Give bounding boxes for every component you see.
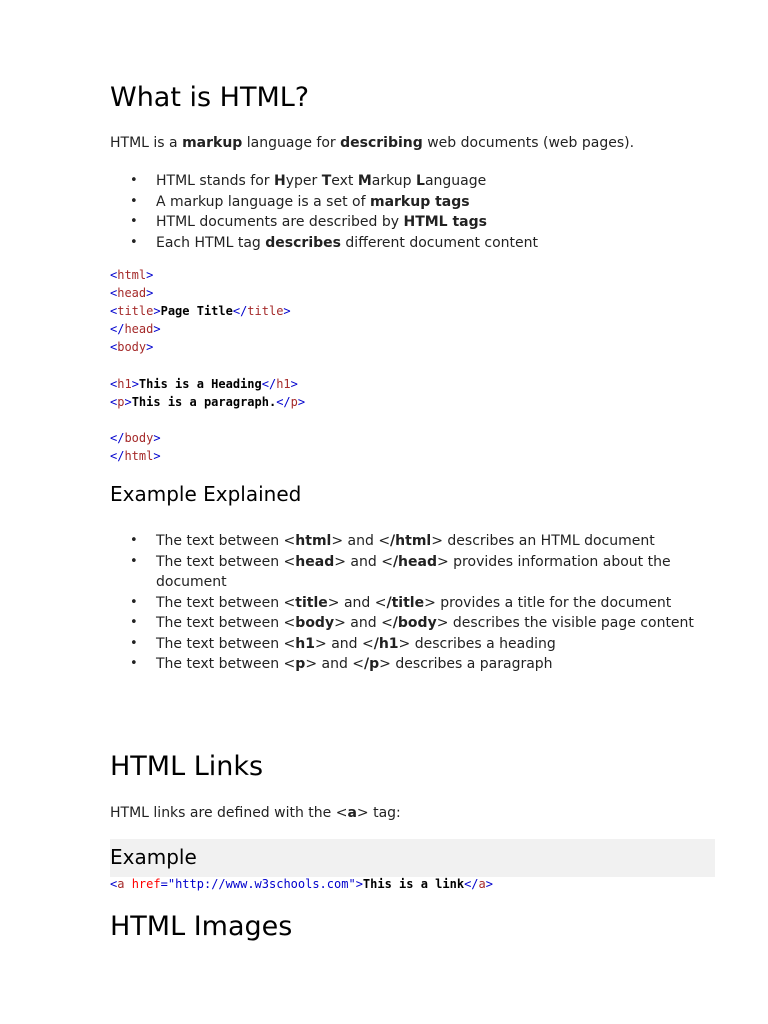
- heading-example-explained: Example Explained: [110, 482, 302, 506]
- links-intro-paragraph: HTML links are defined with the <a> tag:: [110, 805, 401, 821]
- heading-html-images: HTML Images: [110, 911, 293, 942]
- code-example-link: <a href="http://www.w3schools.com">This is a link</a>: [110, 877, 493, 891]
- code-example-html-document: <html> <head> <title>Page Title</title> </head> <body> <h1>This is a Heading</h1> <p>This is a paragraph.</p> </body> </html>: [110, 268, 306, 463]
- list-item: • The text between <title> and </title> provides a title for the document: [110, 593, 715, 614]
- example-box: [110, 839, 715, 877]
- example-label: Example: [110, 845, 197, 869]
- explained-list: [110, 531, 715, 675]
- heading-what-is-html: What is HTML?: [110, 82, 310, 113]
- intro-paragraph: HTML is a markup language for describing web documents (web pages).: [110, 135, 635, 151]
- list-item: • Each HTML tag describes different document content: [110, 233, 715, 254]
- list-item: • The text between <html> and </html> describes an HTML document: [110, 531, 715, 552]
- list-item: • The text between <body> and </body> describes the visible page content: [110, 613, 715, 634]
- list-item: • The text between <h1> and </h1> describes a heading: [110, 634, 715, 655]
- list-item: • HTML stands for Hyper Text Markup Language: [110, 171, 715, 192]
- list-item: • The text between <head> and </head> provides information about the document: [110, 552, 715, 593]
- list-item: • A markup language is a set of markup tags: [110, 192, 715, 213]
- html-facts-list: [110, 171, 715, 253]
- list-item: • The text between <p> and </p> describes a paragraph: [110, 654, 715, 675]
- list-item: • HTML documents are described by HTML tags: [110, 212, 715, 233]
- heading-html-links: HTML Links: [110, 751, 264, 782]
